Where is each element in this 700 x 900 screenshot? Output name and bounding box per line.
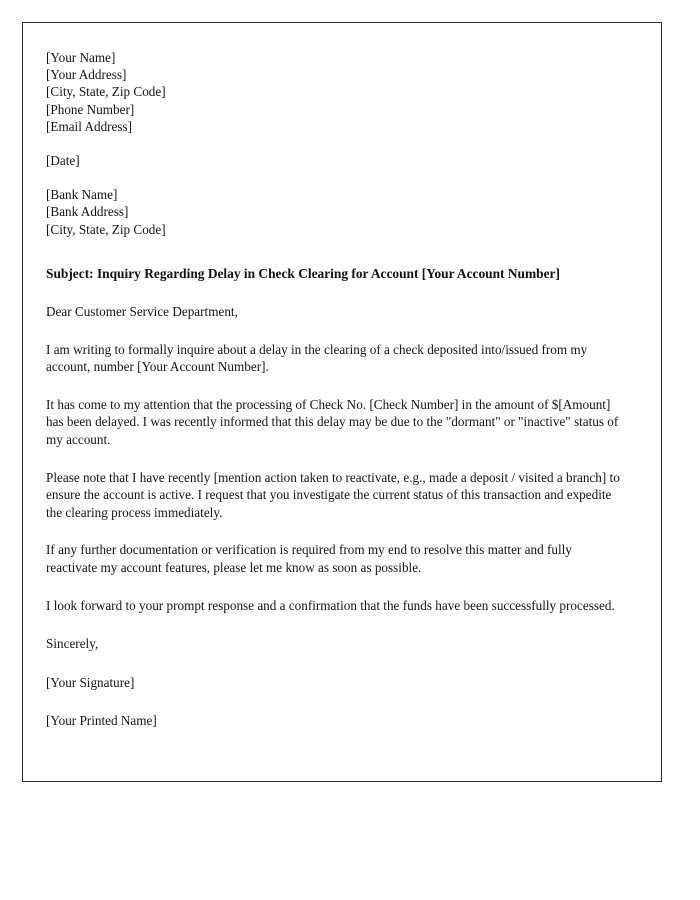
letter-body — [23, 23, 661, 729]
recipient-line-city-state-zip: [City, State, Zip Code] — [46, 221, 166, 237]
spacer-before-date — [46, 135, 625, 152]
body-paragraph-1: I am writing to formally inquire about a delay in the clearing of a check deposited into/issued from my account, number [Your Account Number]. — [46, 341, 588, 375]
salutation: Dear Customer Service Department, — [46, 304, 238, 320]
valediction: Sincerely, — [46, 636, 99, 652]
subject-line: Subject: Inquiry Regarding Delay in Check Clearing for Account [Your Account Number] — [46, 265, 560, 281]
recipient-address-block — [46, 186, 625, 238]
signature-placeholder: [Your Signature] — [46, 674, 135, 690]
body-paragraph-2: It has come to my attention that the processing of Check No. [Check Number] in the amount of $[Amount] has been delayed. I was recently informed that this delay may be due to the "dormant" or "inactive" status of my account. — [46, 396, 619, 448]
printed-name-placeholder: [Your Printed Name] — [46, 712, 157, 728]
date-value: [Date] — [46, 153, 80, 169]
sender-line-city-state-zip: [City, State, Zip Code] — [46, 84, 166, 100]
sender-line-address: [Your Address] — [46, 67, 127, 83]
date-block — [46, 152, 625, 169]
sender-line-phone: [Phone Number] — [46, 101, 135, 117]
body-paragraph-3: Please note that I have recently [mention action taken to reactivate, e.g., made a deposit / visited a branch] to ensure the account is active. I request that you investigate the current status of this transaction and expedite the clearing process immediately. — [46, 469, 620, 520]
sender-line-name: [Your Name] — [46, 50, 116, 65]
recipient-line-bank-address: [Bank Address] — [46, 204, 129, 220]
letter-page — [22, 22, 662, 782]
recipient-line-bank-name: [Bank Name] — [46, 187, 118, 203]
sender-line-email: [Email Address] — [46, 118, 133, 134]
body-paragraph-4: If any further documentation or verification is required from my end to resolve this matter and fully reactivate my account features, please let me know as soon as possible. — [46, 542, 572, 575]
body-paragraph-5: I look forward to your prompt response and a confirmation that the funds have been successfully processed. — [46, 597, 615, 613]
sender-address-block — [46, 49, 625, 135]
spacer-before-recipient — [46, 169, 625, 186]
